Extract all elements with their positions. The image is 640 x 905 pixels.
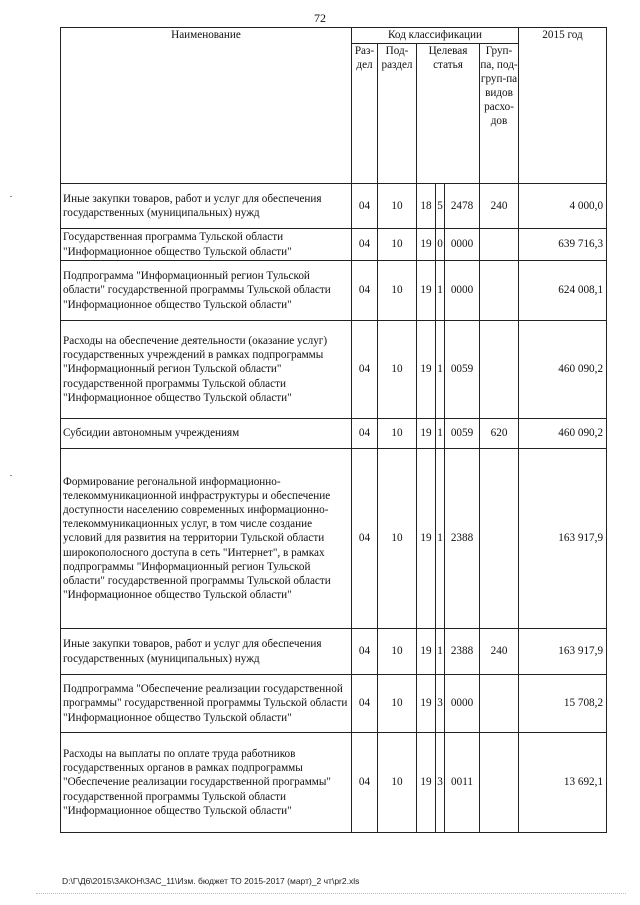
row-expense-group bbox=[480, 675, 519, 733]
row-target-code: 2478 bbox=[445, 184, 480, 229]
row-target-subprogram: 1 bbox=[436, 629, 445, 675]
table-row bbox=[61, 261, 607, 321]
row-razdel: 04 bbox=[352, 261, 378, 321]
row-amount-2015: 639 716,3 bbox=[519, 229, 607, 261]
row-target-subprogram: 1 bbox=[436, 321, 445, 419]
row-target-subprogram: 5 bbox=[436, 184, 445, 229]
row-expense-group bbox=[480, 229, 519, 261]
row-target-code: 0011 bbox=[445, 733, 480, 833]
table-body bbox=[61, 184, 607, 833]
row-amount-2015: 15 708,2 bbox=[519, 675, 607, 733]
row-expense-group bbox=[480, 261, 519, 321]
row-amount-2015: 624 008,1 bbox=[519, 261, 607, 321]
header-year: 2015 год bbox=[519, 28, 607, 184]
table-row bbox=[61, 449, 607, 629]
row-expense-group bbox=[480, 733, 519, 833]
row-expense-group bbox=[480, 449, 519, 629]
row-target-subprogram: 0 bbox=[436, 229, 445, 261]
row-name: Расходы на обеспечение деятельности (оказание услуг) государственных учреждений в рамках подпрограммы "Информационный регион Тульской области" государственной программы Тульской области "Информационное общество Тульской области" bbox=[61, 321, 352, 419]
page-number: 72 bbox=[314, 11, 326, 25]
file-path-footer: D:\Г\Д6\2015\ЗАКОН\ЗАС_11\Изм. бюджет ТО 2015-2017 (март)_2 чт\pr2.xls bbox=[62, 876, 360, 886]
row-podrazdel: 10 bbox=[378, 419, 417, 449]
header-name: Наименование bbox=[61, 28, 352, 184]
scan-artifact-line bbox=[36, 893, 626, 895]
row-name: Подпрограмма "Обеспечение реализации государственной программы" государственной программы Тульской области "Информационное общество Тульской области" bbox=[61, 675, 352, 733]
table-row bbox=[61, 733, 607, 833]
table-row bbox=[61, 321, 607, 419]
header-razdel: Раз-дел bbox=[352, 44, 378, 184]
row-expense-group: 240 bbox=[480, 629, 519, 675]
row-podrazdel: 10 bbox=[378, 675, 417, 733]
row-razdel: 04 bbox=[352, 449, 378, 629]
row-target-code: 0000 bbox=[445, 675, 480, 733]
row-amount-2015: 4 000,0 bbox=[519, 184, 607, 229]
row-name: Формирование регональной информационно-телекоммуникационной инфраструктуры и обеспечение доступности населению современных информационно-телекоммуникационных услуг, в том числе создание условий для развития на территории Тульской области широкополосного доступа в сеть "Интернет", в рамках подпрограммы "Информационный регион Тульской области" государственной программы Тульской области "Информационное общество Тульской области" bbox=[61, 449, 352, 629]
row-podrazdel: 10 bbox=[378, 229, 417, 261]
row-target-program: 19 bbox=[417, 733, 436, 833]
row-target-program: 19 bbox=[417, 419, 436, 449]
row-podrazdel: 10 bbox=[378, 184, 417, 229]
header-podrazdel: Под-раздел bbox=[378, 44, 417, 184]
row-target-program: 19 bbox=[417, 229, 436, 261]
row-target-program: 19 bbox=[417, 675, 436, 733]
row-amount-2015: 460 090,2 bbox=[519, 321, 607, 419]
row-target-program: 19 bbox=[417, 321, 436, 419]
row-razdel: 04 bbox=[352, 184, 378, 229]
table-row bbox=[61, 675, 607, 733]
row-target-code: 0059 bbox=[445, 321, 480, 419]
table-row bbox=[61, 419, 607, 449]
table-row bbox=[61, 229, 607, 261]
row-name: Подпрограмма "Информационный регион Тульской области" государственной программы Тульской области "Информационное общество Тульской области" bbox=[61, 261, 352, 321]
row-expense-group bbox=[480, 321, 519, 419]
row-target-code: 0000 bbox=[445, 261, 480, 321]
row-podrazdel: 10 bbox=[378, 629, 417, 675]
row-razdel: 04 bbox=[352, 321, 378, 419]
row-target-code: 2388 bbox=[445, 629, 480, 675]
row-name: Расходы на выплаты по оплате труда работников государственных органов в рамках подпрограммы "Обеспечение реализации государственной программы" государственной программы Тульской области "Информационное общество Тульской области" bbox=[61, 733, 352, 833]
row-target-code: 0000 bbox=[445, 229, 480, 261]
row-razdel: 04 bbox=[352, 629, 378, 675]
row-target-subprogram: 3 bbox=[436, 733, 445, 833]
row-target-subprogram: 3 bbox=[436, 675, 445, 733]
row-razdel: 04 bbox=[352, 675, 378, 733]
row-target-program: 19 bbox=[417, 629, 436, 675]
header-group: Груп-па, под-груп-па видов расхо-дов bbox=[480, 44, 519, 184]
margin-mark bbox=[10, 475, 12, 476]
row-amount-2015: 163 917,9 bbox=[519, 449, 607, 629]
row-expense-group: 620 bbox=[480, 419, 519, 449]
row-razdel: 04 bbox=[352, 733, 378, 833]
budget-table bbox=[60, 27, 607, 833]
margin-mark bbox=[10, 196, 12, 197]
row-podrazdel: 10 bbox=[378, 733, 417, 833]
row-podrazdel: 10 bbox=[378, 321, 417, 419]
header-target: Целевая статья bbox=[417, 44, 480, 184]
row-razdel: 04 bbox=[352, 229, 378, 261]
row-name: Иные закупки товаров, работ и услуг для обеспечения государственных (муниципальных) нужд bbox=[61, 184, 352, 229]
row-amount-2015: 163 917,9 bbox=[519, 629, 607, 675]
row-target-subprogram: 1 bbox=[436, 261, 445, 321]
row-expense-group: 240 bbox=[480, 184, 519, 229]
row-podrazdel: 10 bbox=[378, 261, 417, 321]
row-target-program: 18 bbox=[417, 184, 436, 229]
row-target-subprogram: 1 bbox=[436, 449, 445, 629]
row-target-program: 19 bbox=[417, 261, 436, 321]
row-name: Государственная программа Тульской области "Информационное общество Тульской области" bbox=[61, 229, 352, 261]
row-name: Иные закупки товаров, работ и услуг для обеспечения государственных (муниципальных) нужд bbox=[61, 629, 352, 675]
table-row bbox=[61, 629, 607, 675]
row-target-subprogram: 1 bbox=[436, 419, 445, 449]
row-target-code: 2388 bbox=[445, 449, 480, 629]
table-row bbox=[61, 184, 607, 229]
row-razdel: 04 bbox=[352, 419, 378, 449]
row-amount-2015: 460 090,2 bbox=[519, 419, 607, 449]
row-target-code: 0059 bbox=[445, 419, 480, 449]
row-amount-2015: 13 692,1 bbox=[519, 733, 607, 833]
row-name: Субсидии автономным учреждениям bbox=[61, 419, 352, 449]
header-code-group: Код классификации bbox=[352, 28, 519, 44]
row-podrazdel: 10 bbox=[378, 449, 417, 629]
row-target-program: 19 bbox=[417, 449, 436, 629]
